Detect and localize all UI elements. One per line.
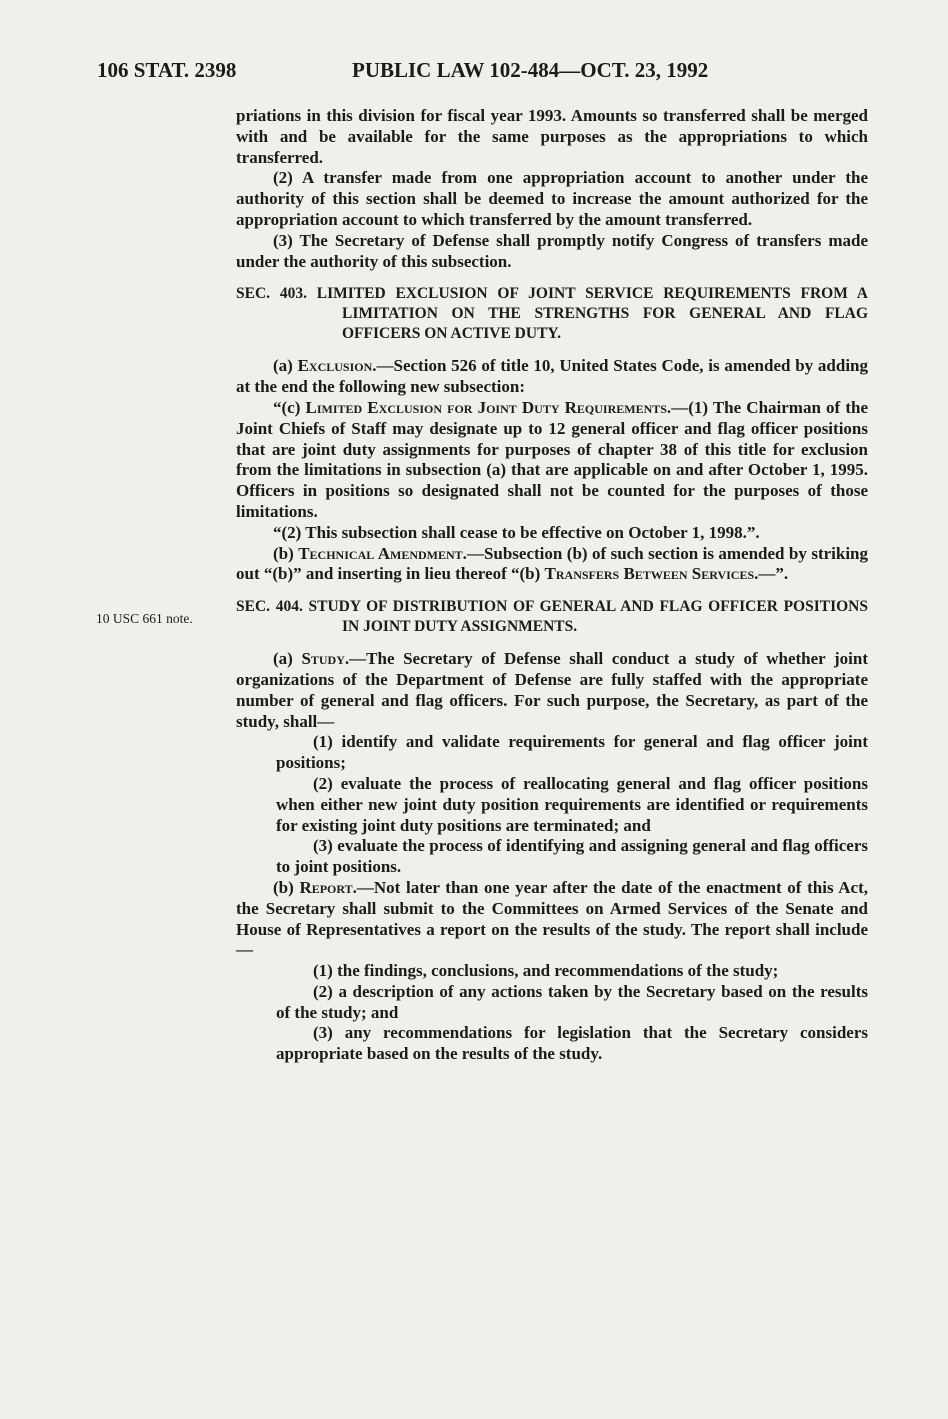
section-403-c-heading: Limited Exclusion for Joint Duty Requirements.	[305, 397, 672, 417]
section-404-a-item-2: (2) evaluate the process of reallocating general and flag officer positions when either new joint duty position requirements are identified or requirements for existing joint duty positions are terminated; and	[276, 773, 868, 835]
section-403-b-heading: Technical Amendment.	[298, 543, 467, 563]
section-403-c-label: “(c)	[273, 397, 306, 417]
section-403-b-tail-heading: Transfers Between Services.	[544, 564, 759, 584]
section-403-a-heading: Exclusion.	[297, 356, 377, 376]
section-403-c-text: —(1) The Chairman of the Joint Chiefs of Staff may designate up to 12 general officer and flag officer positions that are joint duty assignments for purposes of chapter 38 of this title for exclusion from the limitations in subsection (a) that are applicable on and after October 1, 1995. Officers in positions so designated shall not be counted for the purposes of those limitations.	[236, 397, 868, 521]
section-404-a-item-1: (1) identify and validate requirements for general and flag officer joint positions;	[276, 732, 868, 773]
section-404-b-item-3: (3) any recommendations for legislation that the Secretary considers appropriate based on the results of the study.	[276, 1023, 868, 1064]
section-403-c2: “(2) This subsection shall cease to be effective on October 1, 1998.”.	[273, 522, 760, 542]
section-403-b-label: (b)	[273, 543, 299, 563]
section-404-b-label: (b)	[273, 877, 300, 897]
page-body	[96, 106, 869, 1065]
section-404-b	[236, 878, 868, 961]
section-403-c	[236, 398, 868, 523]
stat-page-reference: 106 STAT. 2398	[97, 58, 237, 82]
section-404-a-label: (a)	[273, 649, 302, 669]
section-403-b-tail: —”.	[758, 564, 789, 584]
section-404-a-heading: Study.	[301, 649, 350, 669]
section-404	[96, 597, 868, 637]
section-403-b-text: —Subsection (b) of such section is amended by striking out “(b)” and inserting in lieu thereof “(b)	[236, 543, 868, 584]
margin-note: 10 USC 661 note.	[96, 611, 193, 627]
public-law-title: PUBLIC LAW 102-484—OCT. 23, 1992	[352, 58, 709, 82]
section-404-a-item-3: (3) evaluate the process of identifying and assigning general and flag officers to joint positions.	[276, 836, 868, 877]
page-header	[0, 58, 948, 94]
section-404-title: SEC. 404. STUDY OF DISTRIBUTION OF GENERAL AND FLAG OFFICER POSITIONS IN JOINT DUTY ASSIGNMENTS.	[236, 598, 868, 636]
section-403-b	[236, 544, 868, 586]
section-403-title: SEC. 403. LIMITED EXCLUSION OF JOINT SERVICE REQUIREMENTS FROM A LIMITATION ON THE STRENGTHS FOR GENERAL AND FLAG OFFICERS ON ACTIVE DUTY.	[236, 285, 868, 343]
section-403-a-text: —Section 526 of title 10, United States Code, is amended by adding at the end the following new subsection:	[236, 356, 868, 397]
section-403-a	[236, 356, 868, 398]
intro-paragraph-1: priations in this division for fiscal year 1993. Amounts so transferred shall be merged with and be available for the same purposes as the appropriations to which transferred.	[236, 106, 868, 167]
section-404-b-text: —Not later than one year after the date of the enactment of this Act, the Secretary shall submit to the Committees on Armed Services of the Senate and House of Representatives a report on the results of the study. The report shall include—	[236, 877, 868, 960]
section-404-a	[236, 649, 868, 732]
section-404-b-item-2: (2) a description of any actions taken by the Secretary based on the results of the study; and	[276, 981, 868, 1022]
section-403-a-label: (a)	[273, 356, 298, 376]
intro-paragraph-3: (3) The Secretary of Defense shall promptly notify Congress of transfers made under the authority of this subsection.	[236, 230, 868, 271]
intro-paragraph-2: (2) A transfer made from one appropriation account to another under the authority of this section shall be deemed to increase the amount authorized for the appropriation account to which transferred by the amount transferred.	[236, 168, 868, 229]
section-404-b-heading: Report.	[299, 877, 357, 897]
section-404-b-item-1: (1) the findings, conclusions, and recommendations of the study;	[313, 961, 779, 981]
section-404-a-text: —The Secretary of Defense shall conduct a study of whether joint organizations of the Department of Defense are fully staffed with the appropriate number of general and flag officers. For such purpose, the Secretary, as part of the study, shall—	[236, 649, 869, 731]
